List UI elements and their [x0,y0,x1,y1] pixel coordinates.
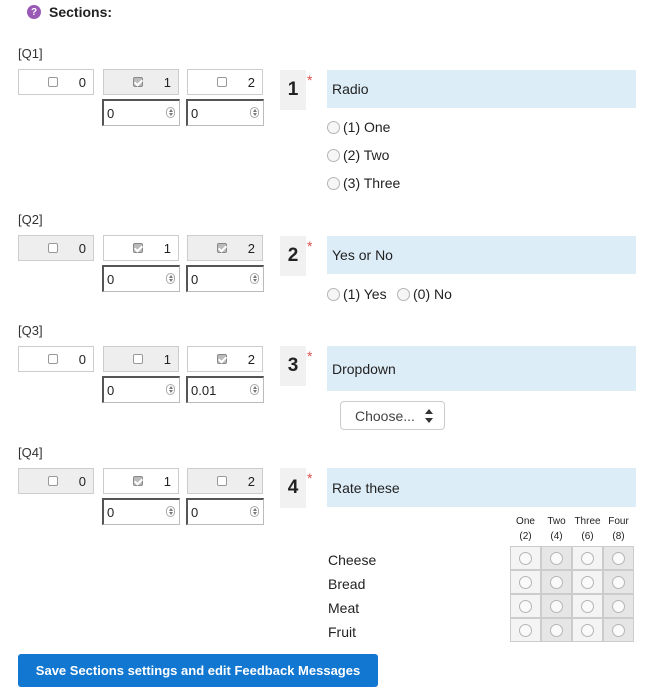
question-label: [Q2] [18,212,43,227]
score-input[interactable]: 0 [102,498,180,525]
radio-button[interactable] [550,624,563,637]
option-checkbox[interactable] [133,354,143,364]
option-value: 1 [163,75,171,90]
matrix-cell[interactable] [603,570,634,594]
radio-button[interactable] [581,600,594,613]
matrix-row-label: Bread [328,576,366,592]
matrix-cell[interactable] [541,594,572,618]
answer-dropdown[interactable] [340,401,445,430]
option-cell-0[interactable] [18,235,94,261]
radio-button[interactable] [327,121,340,134]
option-value: 1 [163,352,171,367]
score-input[interactable]: 0 [186,498,264,525]
option-checkbox[interactable] [48,354,58,364]
radio-button[interactable] [550,552,563,565]
option-checkbox-checked[interactable] [133,476,143,486]
option-checkbox-checked[interactable] [133,243,143,253]
matrix-cell[interactable] [541,570,572,594]
question-number: 1 [280,70,306,110]
score-input[interactable]: 0 [186,265,264,292]
option-value: 0 [78,352,86,367]
option-cell-2[interactable] [187,468,263,494]
save-sections-button[interactable]: Save Sections settings and edit Feedback Messages [18,654,378,687]
option-cell-1[interactable] [103,69,179,95]
matrix-column-header: Two (4) [547,516,566,542]
sections-header [27,4,112,20]
option-value: 0 [78,241,86,256]
radio-option[interactable]: (0) No [397,286,452,302]
spinner-icon[interactable] [250,107,259,118]
matrix-row-label: Cheese [328,552,377,568]
option-checkbox[interactable] [48,243,58,253]
score-input[interactable]: 0 [102,99,180,126]
radio-option[interactable]: (1) One [327,119,390,135]
radio-button[interactable] [581,576,594,589]
question-title: Yes or No [327,236,636,274]
option-cell-2[interactable] [187,346,263,372]
spinner-icon[interactable] [250,506,259,517]
score-input[interactable]: 0 [186,99,264,126]
option-checkbox-checked[interactable] [217,354,227,364]
radio-button[interactable] [397,288,410,301]
option-checkbox[interactable] [217,476,227,486]
spinner-icon[interactable] [166,506,175,517]
option-cell-1[interactable] [103,235,179,261]
question-number: 2 [280,236,306,276]
matrix-cell[interactable] [541,618,572,642]
matrix-cell[interactable] [541,546,572,570]
question-label: [Q3] [18,323,43,338]
matrix-row-label: Meat [328,600,360,616]
spinner-icon[interactable] [166,107,175,118]
radio-button[interactable] [612,552,625,565]
matrix-column-header: Three (6) [574,516,601,542]
option-value: 2 [247,352,255,367]
radio-button[interactable] [550,576,563,589]
dropdown-arrows-icon [425,409,433,423]
spinner-icon[interactable] [166,273,175,284]
required-star: * [307,470,313,486]
radio-button[interactable] [550,600,563,613]
option-value: 2 [247,75,255,90]
required-star: * [307,238,313,254]
question-label: [Q4] [18,445,43,460]
option-checkbox-checked[interactable] [133,77,143,87]
option-cell-1[interactable] [103,468,179,494]
option-cell-0[interactable] [18,346,94,372]
question-number: 3 [280,346,306,386]
radio-option[interactable]: (1) Yes [327,286,387,302]
radio-option[interactable]: (3) Three [327,175,400,191]
matrix-cell[interactable] [572,618,603,642]
spinner-icon[interactable] [166,384,175,395]
option-checkbox[interactable] [48,476,58,486]
option-checkbox-checked[interactable] [217,243,227,253]
radio-button[interactable] [519,600,532,613]
required-star: * [307,72,313,88]
radio-button[interactable] [612,600,625,613]
option-cell-1[interactable] [103,346,179,372]
matrix-column-header: One (2) [516,516,535,542]
score-input[interactable]: 0 [102,376,180,403]
radio-button[interactable] [581,624,594,637]
spinner-icon[interactable] [250,273,259,284]
question-title: Dropdown [327,346,636,391]
spinner-icon[interactable] [250,384,259,395]
question-label: [Q1] [18,46,43,61]
option-checkbox[interactable] [217,77,227,87]
option-cell-0[interactable] [18,468,94,494]
matrix-row-label: Fruit [328,624,356,640]
option-cell-0[interactable] [18,69,94,95]
matrix-cell[interactable] [603,546,634,570]
radio-button[interactable] [327,288,340,301]
option-checkbox[interactable] [48,77,58,87]
option-value: 1 [163,241,171,256]
question-title: Radio [327,70,636,108]
option-value: 0 [78,75,86,90]
matrix-cell[interactable] [572,546,603,570]
question-title: Rate these [327,468,636,507]
radio-button[interactable] [612,624,625,637]
option-value: 1 [163,474,171,489]
option-value: 2 [247,474,255,489]
radio-button[interactable] [519,552,532,565]
matrix-cell[interactable] [603,618,634,642]
required-star: * [307,348,313,364]
matrix-cell[interactable] [572,570,603,594]
radio-button[interactable] [327,177,340,190]
radio-button[interactable] [327,149,340,162]
radio-button[interactable] [612,576,625,589]
score-input[interactable]: 0.01 [186,376,264,403]
radio-button[interactable] [519,624,532,637]
dropdown-value: Choose... [355,407,415,424]
matrix-cell[interactable] [510,546,541,570]
option-cell-2[interactable] [187,69,263,95]
matrix-column-header: Four (8) [608,516,629,542]
help-icon[interactable]: ? [27,5,41,19]
matrix-cell[interactable] [603,594,634,618]
question-number: 4 [280,468,306,508]
radio-button[interactable] [519,576,532,589]
option-value: 2 [247,241,255,256]
matrix-cell[interactable] [510,570,541,594]
radio-option[interactable]: (2) Two [327,147,389,163]
matrix-cell[interactable] [510,618,541,642]
radio-button[interactable] [581,552,594,565]
option-value: 0 [78,474,86,489]
score-input[interactable]: 0 [102,265,180,292]
matrix-cell[interactable] [572,594,603,618]
sections-title: Sections: [49,4,113,20]
matrix-cell[interactable] [510,594,541,618]
option-cell-2[interactable] [187,235,263,261]
